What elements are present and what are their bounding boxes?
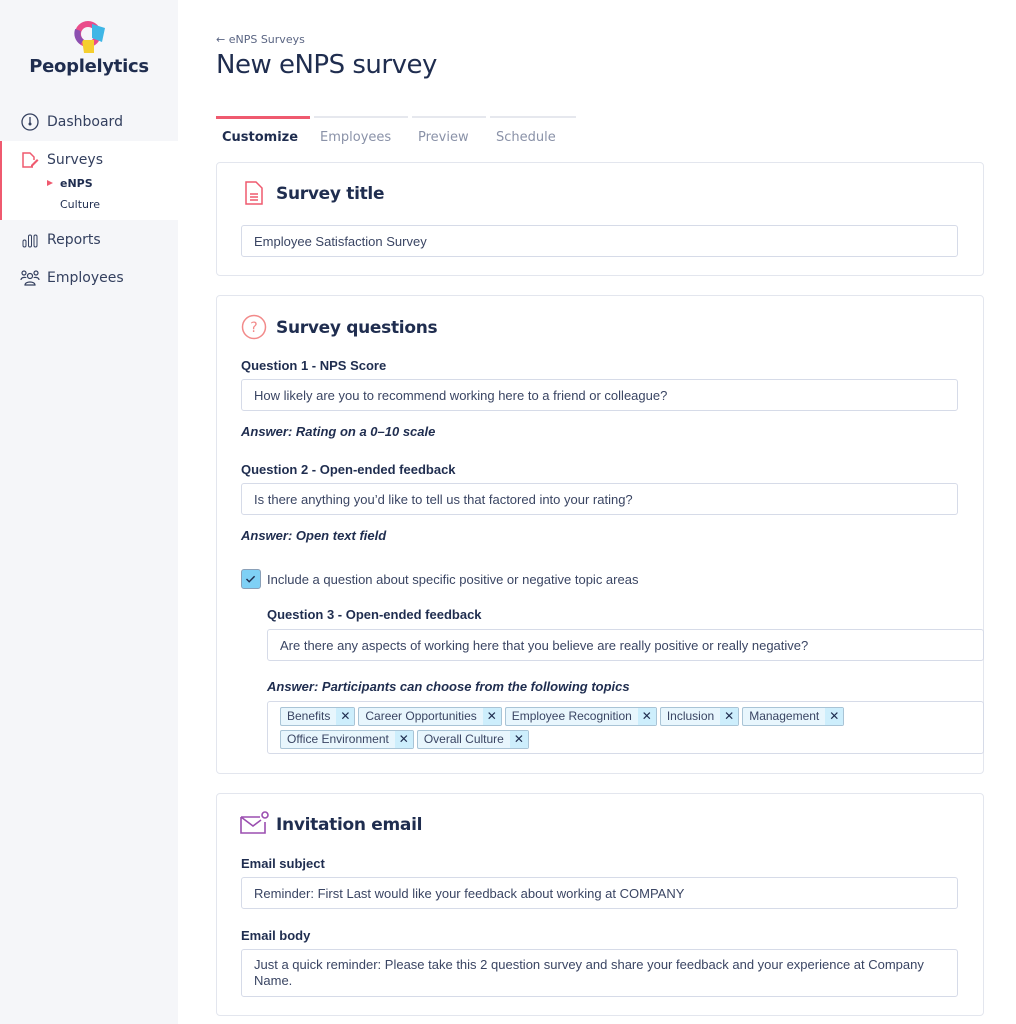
bar-chart-icon [20,230,40,250]
breadcrumb-back-link[interactable]: ← eNPS Surveys [216,33,305,46]
dashboard-gauge-icon [20,112,40,132]
topic-tag [505,707,657,726]
tag-label: Office Environment [287,732,389,746]
remove-tag-icon[interactable]: ✕ [336,708,354,725]
envelope-notification-icon [239,811,269,835]
sidebar-subitem-enps[interactable]: eNPS [60,177,93,190]
tab-employees[interactable]: Employees [314,116,408,146]
question-3-answer: Answer: Participants can choose from the following topics [267,679,630,694]
topic-tag [280,730,414,749]
question-2-input[interactable]: Is there anything you’d like to tell us that factored into your rating? [241,483,958,515]
tag-label: Management [749,709,820,723]
sidebar-item-label: Employees [47,270,124,286]
sidebar-item-label: Dashboard [47,114,123,130]
email-subject-label: Email subject [241,856,325,871]
sidebar-subitem-culture[interactable]: Culture [60,198,101,211]
sidebar-item-employees[interactable] [0,266,178,290]
email-subject-input[interactable]: Reminder: First Last would like your feedback about working at COMPANY [241,877,958,909]
sidebar-item-label: Surveys [47,152,103,168]
people-icon [20,268,40,288]
include-topics-checkbox[interactable] [241,569,261,589]
question-mark-icon [241,314,267,340]
topics-tag-input[interactable] [267,701,984,754]
remove-tag-icon[interactable]: ✕ [825,708,843,725]
active-arrow-icon [47,180,53,186]
topic-tag [417,730,529,749]
checkmark-icon [242,570,260,588]
survey-title-card [216,162,984,276]
sidebar-item-surveys[interactable] [0,148,178,172]
topic-tag [358,707,501,726]
email-body-textarea[interactable]: Just a quick reminder: Please take this 2 question survey and share your feedback and your experience at Company Name. [241,949,958,997]
peoplelytics-logo-icon [72,20,108,56]
tag-label: Inclusion [666,709,715,723]
email-body-label: Email body [241,928,311,943]
sidebar-item-reports[interactable] [0,228,178,252]
tab-customize[interactable]: Customize [216,116,310,146]
topic-tag [660,707,739,726]
section-heading: Invitation email [276,815,423,835]
topic-tag [742,707,844,726]
tag-label: Benefits [287,709,331,723]
question-2-answer: Answer: Open text field [241,528,387,543]
tab-schedule[interactable]: Schedule [490,116,576,146]
question-3-input[interactable]: Are there any aspects of working here that you believe are really positive or really negative? [267,629,984,661]
tab-preview[interactable]: Preview [412,116,486,146]
tag-label: Overall Culture [423,732,504,746]
page-title: New eNPS survey [216,50,437,80]
sidebar-item-label: Reports [47,232,101,248]
question-1-input[interactable]: How likely are you to recommend working here to a friend or colleague? [241,379,958,411]
remove-tag-icon[interactable]: ✕ [510,731,528,748]
question-1-label: Question 1 - NPS Score [241,358,387,373]
brand-name: Peoplelytics [29,56,149,77]
document-icon [244,180,264,206]
breadcrumb-label: eNPS Surveys [228,33,305,46]
tag-label: Career Opportunities [365,709,477,723]
sidebar [0,0,178,1024]
question-2-label: Question 2 - Open-ended feedback [241,462,456,477]
remove-tag-icon[interactable]: ✕ [638,708,656,725]
include-topics-label[interactable]: Include a question about specific positive or negative topic areas [267,572,639,587]
survey-title-input[interactable]: Employee Satisfaction Survey [241,225,958,257]
question-1-answer: Answer: Rating on a 0–10 scale [241,424,436,439]
section-heading: Survey title [276,184,385,204]
section-heading: Survey questions [276,318,438,338]
remove-tag-icon[interactable]: ✕ [720,708,738,725]
tag-label: Employee Recognition [511,709,632,723]
survey-edit-icon [20,150,40,170]
topic-tag [280,707,355,726]
remove-tag-icon[interactable]: ✕ [483,708,501,725]
question-3-label: Question 3 - Open-ended feedback [267,607,482,622]
sidebar-item-dashboard[interactable] [0,110,178,134]
remove-tag-icon[interactable]: ✕ [395,731,413,748]
svg-text:?: ? [250,320,258,336]
